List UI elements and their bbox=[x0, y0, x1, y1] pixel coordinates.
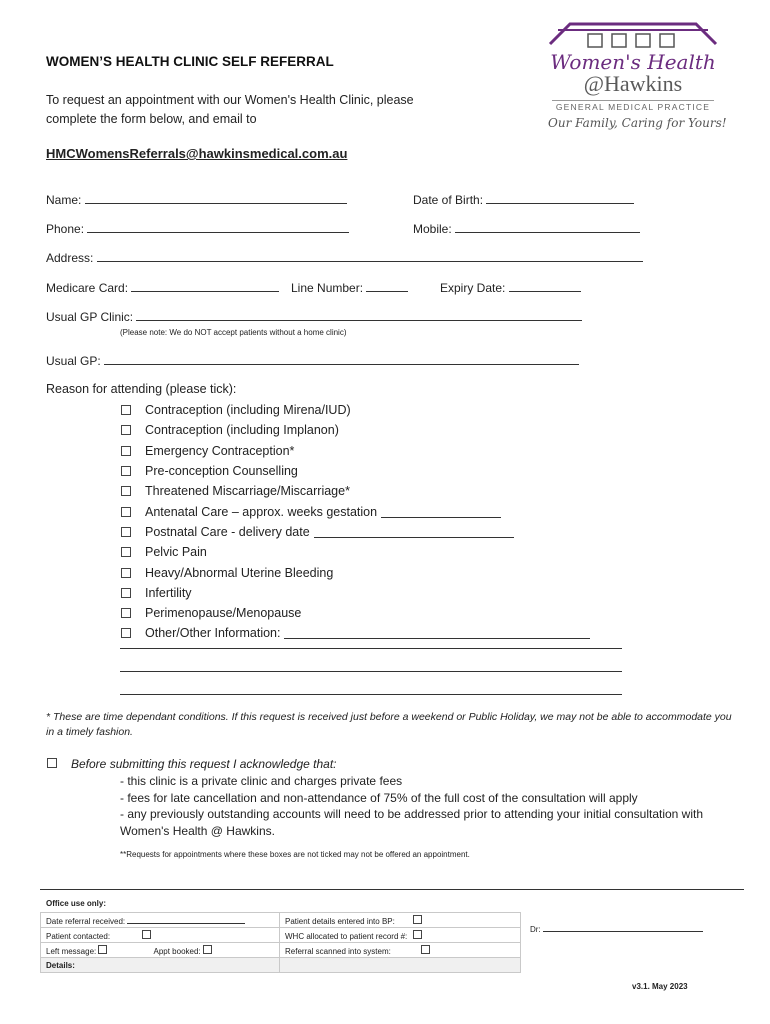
option-label: Antenatal Care – approx. weeks gestation bbox=[145, 504, 378, 519]
option-label: Perimenopause/Menopause bbox=[145, 606, 302, 621]
mobile-label: Mobile: bbox=[413, 222, 452, 236]
address-label: Address: bbox=[46, 251, 94, 265]
dob-label: Date of Birth: bbox=[413, 193, 484, 207]
name-field[interactable] bbox=[46, 192, 347, 207]
dob-input[interactable] bbox=[486, 192, 634, 204]
logo-womens-health: Women's Health bbox=[550, 50, 716, 74]
option-other[interactable] bbox=[120, 623, 590, 643]
logo-tagline: Our Family, Caring for Yours! bbox=[548, 116, 727, 130]
other-info-line[interactable] bbox=[120, 694, 622, 695]
option-antenatal[interactable] bbox=[120, 501, 590, 521]
ack-item: - fees for late cancellation and non-attendance of 75% of the full cost of the consultation will apply bbox=[120, 790, 638, 805]
phone-input[interactable] bbox=[87, 221, 349, 233]
option-label: Emergency Contraception* bbox=[145, 443, 295, 458]
other-info-input[interactable] bbox=[284, 627, 590, 639]
patient-details-label: Patient details entered into BP: bbox=[285, 916, 395, 926]
checkbox[interactable] bbox=[413, 915, 422, 924]
checkbox[interactable] bbox=[121, 547, 131, 557]
logo-hawkins: @Hawkins bbox=[583, 71, 683, 96]
medicare-input[interactable] bbox=[131, 280, 279, 292]
option-postnatal[interactable] bbox=[120, 522, 590, 542]
option-pelvic-pain[interactable] bbox=[120, 542, 590, 562]
expiry-input[interactable] bbox=[509, 280, 581, 292]
whc-allocated-label: WHC allocated to patient record #: bbox=[285, 931, 408, 941]
checkbox[interactable] bbox=[121, 446, 131, 456]
ack-item: - any previously outstanding accounts will need to be addressed prior to attending your initial consultation with Women's Health @ Hawkins. bbox=[120, 807, 704, 838]
delivery-date-input[interactable] bbox=[314, 526, 514, 538]
option-infertility[interactable] bbox=[120, 583, 590, 603]
option-label: Other/Other Information: bbox=[145, 626, 281, 641]
gestation-input[interactable] bbox=[381, 506, 501, 518]
line-number-label: Line Number: bbox=[291, 281, 364, 295]
details-cell-right[interactable] bbox=[280, 958, 521, 973]
line-number-input[interactable] bbox=[366, 280, 408, 292]
option-label: Contraception (including Implanon) bbox=[145, 423, 339, 438]
option-mirena[interactable] bbox=[120, 400, 590, 420]
option-label: Heavy/Abnormal Uterine Bleeding bbox=[145, 565, 334, 580]
usual-clinic-field[interactable] bbox=[46, 309, 582, 324]
left-message-label: Left message: bbox=[46, 946, 97, 956]
checkbox[interactable] bbox=[121, 507, 131, 517]
date-received-label: Date referral received: bbox=[46, 916, 126, 926]
checkbox[interactable] bbox=[121, 568, 131, 578]
clinic-note: (Please note: We do NOT accept patients without a home clinic) bbox=[120, 328, 347, 337]
checkbox[interactable] bbox=[142, 930, 151, 939]
doctor-input[interactable] bbox=[543, 923, 703, 932]
whc-allocated-cell[interactable] bbox=[280, 928, 521, 943]
line-number-field[interactable] bbox=[291, 280, 408, 295]
intro-text: To request an appointment with our Women's Health Clinic, please complete the form below, and email to bbox=[46, 93, 414, 126]
requests-note: **Requests for appointments where these boxes are not ticked may not be offered an appointment. bbox=[120, 850, 470, 859]
option-label: Pre-conception Counselling bbox=[145, 464, 298, 479]
mobile-field[interactable] bbox=[413, 221, 640, 236]
logo-practice: GENERAL MEDICAL PRACTICE bbox=[552, 100, 714, 112]
office-use-table bbox=[40, 912, 521, 973]
patient-contacted-cell[interactable] bbox=[41, 928, 280, 943]
office-use-title: Office use only: bbox=[46, 899, 107, 908]
other-info-line[interactable] bbox=[120, 671, 622, 672]
option-bleeding[interactable] bbox=[120, 562, 590, 582]
usual-clinic-label: Usual GP Clinic: bbox=[46, 310, 134, 324]
details-label: Details: bbox=[46, 960, 75, 970]
reason-options bbox=[120, 400, 590, 644]
option-menopause[interactable] bbox=[120, 603, 590, 623]
option-label: Contraception (including Mirena/IUD) bbox=[145, 403, 351, 418]
medicare-field[interactable] bbox=[46, 280, 279, 295]
option-label: Threatened Miscarriage/Miscarriage* bbox=[145, 484, 350, 499]
date-received-cell[interactable] bbox=[41, 913, 280, 928]
checkbox[interactable] bbox=[413, 930, 422, 939]
checkbox[interactable] bbox=[421, 945, 430, 954]
checkbox[interactable] bbox=[121, 405, 131, 415]
acknowledge-row[interactable] bbox=[46, 757, 336, 771]
ack-item: - this clinic is a private clinic and charges private fees bbox=[120, 774, 403, 788]
medicare-label: Medicare Card: bbox=[46, 281, 129, 295]
name-input[interactable] bbox=[85, 192, 347, 204]
divider bbox=[40, 889, 744, 890]
checkbox[interactable] bbox=[121, 628, 131, 638]
details-cell[interactable] bbox=[41, 958, 280, 973]
doctor-field[interactable] bbox=[530, 923, 703, 934]
acknowledge-items bbox=[120, 773, 720, 839]
left-message-cell[interactable] bbox=[41, 943, 280, 958]
checkbox[interactable] bbox=[121, 466, 131, 476]
doctor-label: Dr: bbox=[530, 925, 541, 934]
usual-gp-field[interactable] bbox=[46, 353, 579, 368]
checkbox[interactable] bbox=[121, 527, 131, 537]
usual-gp-label: Usual GP: bbox=[46, 354, 101, 368]
phone-field[interactable] bbox=[46, 221, 349, 236]
date-received-input[interactable] bbox=[127, 915, 245, 924]
address-field[interactable] bbox=[46, 250, 643, 265]
referral-email-link[interactable]: HMCWomensReferrals@hawkinsmedical.com.au bbox=[46, 146, 348, 161]
option-implanon[interactable] bbox=[120, 420, 590, 440]
option-emergency-contraception[interactable] bbox=[120, 441, 590, 461]
checkbox[interactable] bbox=[121, 608, 131, 618]
form-title: WOMEN’S HEALTH CLINIC SELF REFERRAL bbox=[46, 54, 334, 69]
dob-field[interactable] bbox=[413, 192, 634, 207]
checkbox[interactable] bbox=[203, 945, 212, 954]
expiry-label: Expiry Date: bbox=[440, 281, 506, 295]
acknowledge-title: Before submitting this request I acknowledge that: bbox=[71, 757, 337, 771]
option-label: Postnatal Care - delivery date bbox=[145, 524, 310, 539]
address-input[interactable] bbox=[97, 250, 643, 262]
usual-gp-input[interactable] bbox=[104, 353, 579, 365]
referral-scanned-cell[interactable] bbox=[280, 943, 521, 958]
name-label: Name: bbox=[46, 193, 82, 207]
reason-title: Reason for attending (please tick): bbox=[46, 382, 237, 396]
option-preconception[interactable] bbox=[120, 461, 590, 481]
patient-details-cell[interactable] bbox=[280, 913, 521, 928]
time-dependant-note: * These are time dependant conditions. If this request is received just before a weekend or Public Holiday, we may not be able to accommodate you in a timely fashion. bbox=[46, 711, 732, 738]
appt-booked-label: Appt booked: bbox=[153, 946, 201, 956]
expiry-field[interactable] bbox=[440, 280, 581, 295]
mobile-input[interactable] bbox=[455, 221, 640, 233]
acknowledge-checkbox[interactable] bbox=[47, 758, 57, 768]
option-label: Infertility bbox=[145, 585, 192, 600]
house-roofline-icon bbox=[548, 18, 718, 50]
option-label: Pelvic Pain bbox=[145, 545, 207, 560]
version-label: v3.1. May 2023 bbox=[632, 982, 688, 991]
option-miscarriage[interactable] bbox=[120, 481, 590, 501]
usual-clinic-input[interactable] bbox=[136, 309, 582, 321]
checkbox[interactable] bbox=[121, 425, 131, 435]
clinic-logo bbox=[548, 18, 727, 138]
checkbox[interactable] bbox=[121, 588, 131, 598]
checkbox[interactable] bbox=[98, 945, 107, 954]
patient-contacted-label: Patient contacted: bbox=[46, 931, 111, 941]
phone-label: Phone: bbox=[46, 222, 85, 236]
other-info-line[interactable] bbox=[120, 648, 622, 649]
referral-scanned-label: Referral scanned into system: bbox=[285, 946, 391, 956]
checkbox[interactable] bbox=[121, 486, 131, 496]
